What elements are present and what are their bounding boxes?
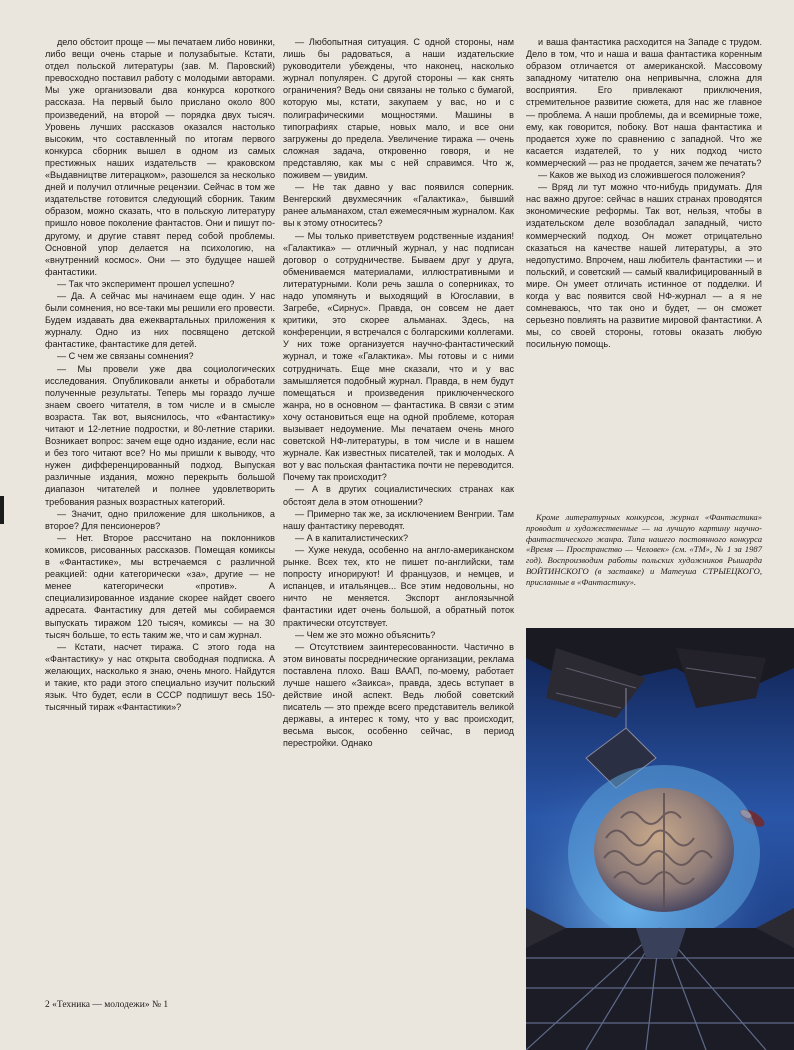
- paragraph: — Не так давно у вас появился соперник. Венгерский двухмесячник «Галактика», бывший ранее альманахом, стал ежемесячным журналом. Как вы к этому относитесь?: [283, 182, 514, 229]
- paragraph: — Хуже некуда, особенно на англо-американском рынке. Всех тех, кто не пишет по-английски, там попросту игнорируют! И французов, и немцев, и испанцев, и итальянцев... Все этим недовольны, но ничто не меняется. Экспорт англоязычной фантастики идет очень большой, а обратный поток практически отсутствует.: [283, 544, 514, 628]
- paragraph: — Каков же выход из сложившегося положения?: [538, 170, 746, 181]
- paragraph: и ваша фантастика расходится на Западе с трудом. Дело в том, что и наша и ваша фантастика коренным образом отличается от американской. Массовому западному читателю она непривычна, сложна для восприятия. Его привлекают приключения, стремительное развитие сюжета, для нас же главное — проблема. А наши проблемы, да и всемирные тоже, ему, как говорится, побоку. Вот наша фантастика и продается хуже по сравнению с западной. Что же касается издателей, то у них подход чисто коммерческий — раз не продается, зачем же печатать?: [526, 37, 762, 168]
- text-column-1: [45, 36, 275, 713]
- paragraph: — А в капиталистических?: [295, 532, 409, 543]
- paragraph: — Отсутствием заинтересованности. Частично в этом виноваты посреднические организации, реклама поставлена плохо. Ваш ВААП, по-моему, работает лучше нашего «Заикса», правда, здесь вступает в действие иной аспект. Ведь любой советский писатель — это прежде всего представитель великой державы, а интерес к тому, что у вас происходит, весьма высок, особенно сейчас, в период перестройки. Однако: [283, 641, 514, 749]
- paragraph: — Кстати, насчет тиража. С этого года на «Фантастику» у нас открыта свободная подписка. А желающих, насколько я знаю, очень много. Найдутся и такие, кто ради этого специально изучит польский язык. Что будет, если в СССР подпишут весь 150-тысячный тираж «Фантастики»?: [45, 641, 275, 713]
- text-column-3: [526, 36, 762, 350]
- gutter-mark: [0, 496, 4, 524]
- text-column-2: [283, 36, 514, 750]
- paragraph: — Примерно так же, за исключением Венгрии. Там нашу фантастику переводят.: [283, 508, 514, 531]
- space-illustration: [526, 628, 794, 1050]
- paragraph: — Да. А сейчас мы начинаем еще один. У нас были сомнения, но все-таки мы решили его провести. Будем издавать два ежеквартальных приложения к журналу. Одно из них посвящено детской фантастике, фантастике для детей.: [45, 290, 275, 350]
- paragraph: — Мы провели уже два социологических исследования. Опубликовали анкеты и обработали полученные результаты. Теперь мы гораздо лучше знаем своего читателя, в том числе и в смысле возраста. Так вот, выяснилось, что «Фантастику» читают и 12-летние подростки, и 80-летние старики. Возникает вопрос: зачем еще одно издание, если нас и без того читают все? Но мы пришли к выводу, что нужен дифференцированный подход. Выпуская различные издания, можно перекрыть большой диапазон читателей и полнее удовлетворить требования разных возрастных категорий.: [45, 363, 275, 507]
- paragraph: — Вряд ли тут можно что-нибудь придумать. Для нас важно другое: сейчас в наших странах проводятся экономические реформы. Так вот, нельзя, чтобы в издательском деле возобладал западный, чисто коммерческий подход. Он может отрицательно сказаться на качестве нашей литературы, а это недопустимо. Впрочем, наш любитель фантастики — и польский, и советский — самый квалифицированный в мире. Он умеет отличать истинное от подделки. И когда у вас появится свой НФ-журнал — а я не сомневаюсь, что так оно и будет, — он сможет серьезно повлиять на развитие мировой фантастики. А мы, со своей стороны, готовы оказать любую посильную помощь.: [526, 182, 762, 350]
- caption-text: Кроме литературных конкурсов, журнал «Фантастика» проводит и художественные — на лучшую картину научно-фантастического жанра. Типа нашего постоянного конкурса «Время — Пространство — Человек» (см. «ТМ», № 1 за 1987 год). Воспроизводим работы польских художников Рышарда ВОЙТИНСКОГО (в заставке) и Матеуша СТРЫЕЦКОГО, присланные в «Фантастику».: [526, 512, 762, 587]
- paragraph: — Так что эксперимент прошел успешно?: [57, 278, 235, 289]
- paragraph: — Мы только приветствуем родственные издания! «Галактика» — отличный журнал, у нас подписан договор о сотрудничестве. Бываем друг у друга, обмениваемся материалами, иллюстративными и литературными. Коли речь зашла о соперниках, то надо упомянуть и выходящий в Югославии, в Загребе, «Сирнус». Правда, он совсем не дает критики, это скорее альманах. Здесь, на конференции, я встречался с болгарскими коллегами. У них тоже организуется научно-фантастический журнал, и тоже «Галактика». Мы готовы и с ними сотрудничать. Еще мне сказали, что и у вас замышляется подобный журнал. Правда, в нем будут помещаться и произведения приключенческого жанра, но в основном — фантастика. В связи с этим хочу остановиться еще на одной проблеме, которая вызывает недоумение. Мы печатаем очень много советской НФ-литературы, в том числе и в нашем журнале. Как известных писателей, так и молодых. А вот у вас польская фантастика почти не переводится. Почему так происходит?: [283, 230, 514, 483]
- page-footer: 2 «Техника — молодежи» № 1: [45, 1000, 169, 1010]
- illustration-caption: [526, 512, 762, 588]
- paragraph: — Нет. Второе рассчитано на поклонников комиксов, рисованных рассказов. Помещая комиксы в «Фантастике», мы встречаемся с различной реакцией: одни категорически «за», другие — не менее категорически «против». А специализированное издание скорее найдет своего адресата. Фантастику для детей мы собираемся выпускать тиражом 120 тысяч, комиксы — на 30 тысяч больше, то есть таким же, что и сам журнал.: [45, 532, 275, 640]
- paragraph: — Значит, одно приложение для школьников, а второе? Для пенсионеров?: [45, 508, 275, 531]
- space-illustration-image: [526, 628, 794, 1050]
- paragraph: — Чем же это можно объяснить?: [295, 629, 436, 640]
- paragraph: — С чем же связаны сомнения?: [57, 351, 194, 362]
- paragraph: — Любопытная ситуация. С одной стороны, нам лишь бы радоваться, а наши издательские руководители убеждены, что наконец, насколько журнал популярен. С другой стороны — как снять ограничения? Ведь они связаны не только с бумагой, которую мы, кстати, закупаем у вас, но и с полиграфическими мощностями. Машины в типографиях старые, новых мало, и все они загружены до предела. Увеличение тиража — очень сложная задача, откровенно говоря, и не представляю, как мы с ней справимся. Что ж, поживем — увидим.: [283, 37, 514, 181]
- paragraph: дело обстоит проще — мы печатаем либо новинки, либо вещи очень старые и полузабытые. Кстати, отдел польской литературы (зав. М. Паровский) превосходно поставил работу с молодыми авторами. Мы уже организовали два конкурса короткого рассказа. На первый было прислано около 800 произведений, на второй — порядка двух тысяч. Уровень лучших рассказов оказался настолько высоким, что составленный по итогам первого конкурса сборник вышел в одном из самых престижных наших издательств — краковском «Выдавництве литерацком», разошелся за несколько дней и получил отличные рецензии. Сейчас в том же издательстве готовится следующий сборник. Таким образом, можно сказать, что в польскую литературу пришло новое поколение фантастов. Они и пишут по-другому, и другие ставят перед собой проблемы. Основной упор делается на психологию, на «внутренний космос». Они — это будущее нашей фантастики.: [45, 37, 275, 277]
- paragraph: — А в других социалистических странах как обстоят дела в этом отношении?: [283, 484, 514, 507]
